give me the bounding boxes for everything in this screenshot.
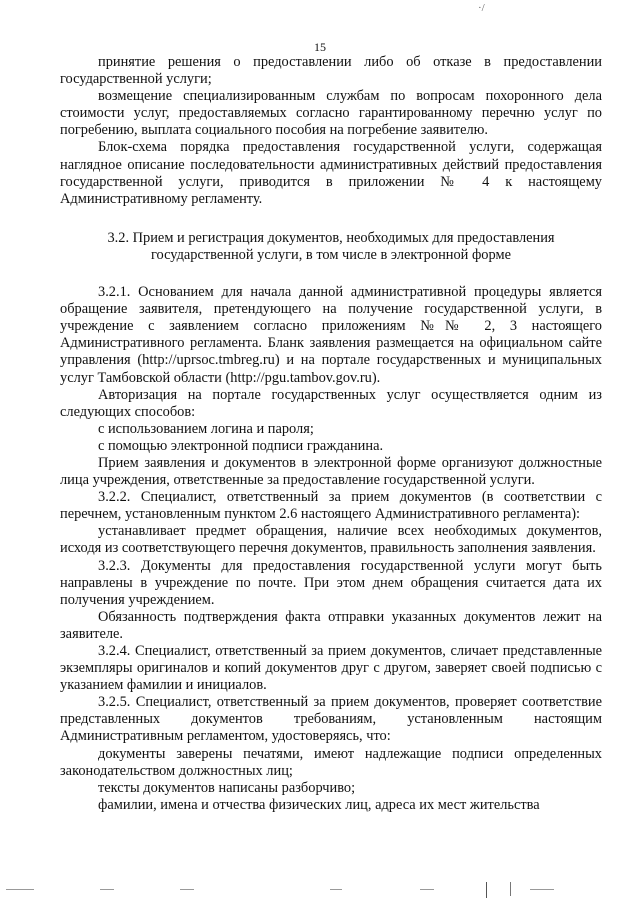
- paragraph: 3.2.5. Специалист, ответственный за прием документов, проверяет соответствие представленных документов требованиям, установленным настоящим Административным регламентом, удостоверяясь, что:: [60, 694, 602, 745]
- scan-artifact: [6, 889, 34, 890]
- paragraph: Авторизация на портале государственных услуг осуществляется одним из следующих способов:: [60, 386, 602, 420]
- paragraph: Блок-схема порядка предоставления государственной услуги, содержащая наглядное описание последовательности административных действий предоставления государственной услуги, приводится в приложении № 4 к настоящему Административному регламенту.: [60, 139, 602, 207]
- list-item: фамилии, имена и отчества физических лиц, адреса их мест жительства: [98, 796, 540, 813]
- paragraph: 3.2.4. Специалист, ответственный за прием документов, сличает представленные экземпляры оригиналов и копий документов друг с другом, заверяет своей подписью с указанием фамилии и инициалов.: [60, 643, 602, 694]
- scan-mark: ·/: [478, 2, 485, 14]
- paragraph: устанавливает предмет обращения, наличие всех необходимых документов, исходя из соответствующего перечня документов, правильность заполнения заявления.: [60, 523, 602, 557]
- scan-artifact: [100, 889, 114, 890]
- scan-artifact: [180, 889, 194, 890]
- list-item: с использованием логина и пароля;: [98, 420, 314, 437]
- list-item: тексты документов написаны разборчиво;: [98, 779, 356, 796]
- section-heading: 3.2. Прием и регистрация документов, необходимых для предоставления государственной услуги, в том числе в электронной форме: [107, 229, 555, 263]
- page-content: [60, 54, 602, 814]
- paragraph: 3.2.3. Документы для предоставления государственной услуги могут быть направлены в учреждение по почте. При этом днем обращения считается дата их получения учреждением.: [60, 557, 602, 608]
- scan-artifact: [486, 882, 487, 898]
- list-item: с помощью электронной подписи гражданина.: [98, 437, 384, 454]
- scan-artifact: [420, 889, 434, 890]
- scan-artifact: [510, 882, 511, 896]
- scan-artifact: [330, 889, 342, 890]
- paragraph: принятие решения о предоставлении либо об отказе в предоставлении государственной услуги;: [60, 54, 602, 88]
- list-item: документы заверены печатями, имеют надлежащие подписи определенных законодательством должностных лиц;: [60, 745, 602, 779]
- paragraph: возмещение специализированным службам по вопросам похоронного дела стоимости услуг, предоставляемых согласно гарантированному перечню услуг по погребению, выплата социального пособия на погребение заявителю.: [60, 88, 602, 139]
- paragraph: Прием заявления и документов в электронной форме организуют должностные лица учреждения, ответственные за предоставление государственной услуги.: [60, 454, 602, 489]
- page-number: 15: [314, 40, 326, 54]
- paragraph: 3.2.1. Основанием для начала данной административной процедуры является обращение заявителя, претендующего на получение государственной услуги, в учреждение с заявлением согласно приложениям №№ 2, 3 настоящего Административного регламента. Бланк заявления размещается на официальном сайте управления (http://uprsoc.tmbreg.ru) и на портале государственных и муниципальных услуг Тамбовской области (http://pgu.tambov.gov.ru).: [60, 284, 602, 386]
- scan-artifact: [530, 889, 554, 890]
- paragraph: Обязанность подтверждения факта отправки указанных документов лежит на заявителе.: [60, 608, 602, 642]
- paragraph: 3.2.2. Специалист, ответственный за прием документов (в соответствии с перечнем, установленным пунктом 2.6 настоящего Административного регламента):: [60, 489, 602, 523]
